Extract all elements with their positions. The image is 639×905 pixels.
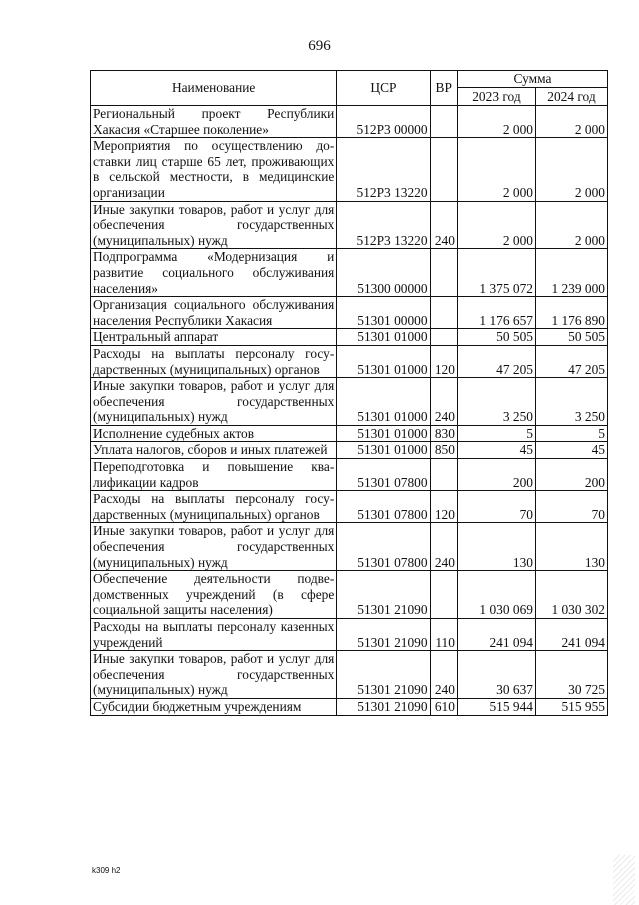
row-name: Расходы на выплаты персоналу казенных учреждений xyxy=(91,619,337,651)
row-name: Организация социального обслуживания населения Республики Хакасия xyxy=(91,297,337,329)
row-vr: 120 xyxy=(430,491,457,523)
row-sum-2023: 47 205 xyxy=(457,345,535,377)
table-row xyxy=(91,106,608,138)
row-vr: 110 xyxy=(430,619,457,651)
table-row xyxy=(91,571,608,619)
row-sum-2023: 200 xyxy=(457,459,535,491)
row-csr: 51301 21090 xyxy=(337,619,430,651)
table-row xyxy=(91,329,608,346)
row-name: Расходы на выплаты персоналу государственных (муниципальных) органов xyxy=(91,345,337,377)
row-name: Расходы на выплаты персоналу государственных (муниципальных) органов xyxy=(91,491,337,523)
row-csr: 51301 21090 xyxy=(337,698,430,715)
row-csr: 51301 21090 xyxy=(337,651,430,699)
table-row xyxy=(91,345,608,377)
table-row xyxy=(91,201,608,249)
header-year-2023: 2023 год xyxy=(457,88,535,106)
row-sum-2023: 5 xyxy=(457,425,535,442)
row-csr: 51301 21090 xyxy=(337,571,430,619)
row-sum-2024: 45 xyxy=(535,442,607,459)
table-body xyxy=(91,106,608,716)
row-csr: 51301 07800 xyxy=(337,491,430,523)
row-csr: 51301 01000 xyxy=(337,425,430,442)
row-sum-2024: 47 205 xyxy=(535,345,607,377)
table-row xyxy=(91,138,608,201)
row-vr xyxy=(430,297,457,329)
row-sum-2023: 515 944 xyxy=(457,698,535,715)
table-row xyxy=(91,425,608,442)
row-vr: 240 xyxy=(430,651,457,699)
row-sum-2024: 2 000 xyxy=(535,138,607,201)
table-row xyxy=(91,619,608,651)
row-name: Иные закупки товаров, работ и услуг для обеспечения государственных (муниципальных) нужд xyxy=(91,201,337,249)
row-csr: 51301 01000 xyxy=(337,345,430,377)
table-row xyxy=(91,378,608,426)
table-row xyxy=(91,491,608,523)
row-vr xyxy=(430,138,457,201)
header-year-2024: 2024 год xyxy=(535,88,607,106)
row-sum-2024: 1 176 890 xyxy=(535,297,607,329)
row-csr: 512P3 00000 xyxy=(337,106,430,138)
row-vr: 240 xyxy=(430,378,457,426)
row-name: Региональный проект Республики Хакасия «Старшее поколение» xyxy=(91,106,337,138)
row-sum-2023: 2 000 xyxy=(457,201,535,249)
row-sum-2023: 30 637 xyxy=(457,651,535,699)
table-row xyxy=(91,459,608,491)
table-row xyxy=(91,651,608,699)
row-name: Иные закупки товаров, работ и услуг для обеспечения государственных (муниципальных) нужд xyxy=(91,523,337,571)
page-number: 696 xyxy=(308,38,331,54)
header-sum: Сумма xyxy=(457,71,607,88)
table-row xyxy=(91,523,608,571)
row-name: Переподготовка и повышение квалификации кадров xyxy=(91,459,337,491)
row-name: Обеспечение деятельности подведомственных учреждений (в сфере социальной защиты населения) xyxy=(91,571,337,619)
scan-artifact xyxy=(613,855,635,905)
row-csr: 51301 00000 xyxy=(337,297,430,329)
row-csr: 51300 00000 xyxy=(337,249,430,297)
row-sum-2024: 130 xyxy=(535,523,607,571)
header-csr: ЦСР xyxy=(337,71,430,106)
row-sum-2023: 45 xyxy=(457,442,535,459)
table-row xyxy=(91,442,608,459)
row-sum-2023: 1 030 069 xyxy=(457,571,535,619)
budget-table xyxy=(90,70,608,716)
row-csr: 512P3 13220 xyxy=(337,138,430,201)
row-sum-2024: 30 725 xyxy=(535,651,607,699)
row-sum-2023: 2 000 xyxy=(457,106,535,138)
row-name: Центральный аппарат xyxy=(91,329,337,346)
row-name: Иные закупки товаров, работ и услуг для обеспечения государственных (муниципальных) нужд xyxy=(91,378,337,426)
row-sum-2024: 2 000 xyxy=(535,201,607,249)
row-vr: 850 xyxy=(430,442,457,459)
row-sum-2023: 241 094 xyxy=(457,619,535,651)
row-csr: 51301 07800 xyxy=(337,459,430,491)
row-sum-2024: 1 030 302 xyxy=(535,571,607,619)
row-vr: 240 xyxy=(430,201,457,249)
row-sum-2023: 1 375 072 xyxy=(457,249,535,297)
row-sum-2024: 200 xyxy=(535,459,607,491)
row-name: Субсидии бюджетным учреждениям xyxy=(91,698,337,715)
row-sum-2023: 70 xyxy=(457,491,535,523)
row-sum-2023: 1 176 657 xyxy=(457,297,535,329)
row-vr xyxy=(430,249,457,297)
row-vr xyxy=(430,459,457,491)
footer-code: k309 h2 xyxy=(92,866,121,875)
row-csr: 51301 01000 xyxy=(337,329,430,346)
header-name: Наименование xyxy=(91,71,337,106)
row-csr: 51301 01000 xyxy=(337,378,430,426)
row-sum-2024: 241 094 xyxy=(535,619,607,651)
row-sum-2024: 5 xyxy=(535,425,607,442)
row-sum-2024: 70 xyxy=(535,491,607,523)
row-sum-2024: 515 955 xyxy=(535,698,607,715)
row-name: Иные закупки товаров, работ и услуг для обеспечения государственных (муниципальных) нужд xyxy=(91,651,337,699)
row-sum-2024: 3 250 xyxy=(535,378,607,426)
row-vr: 610 xyxy=(430,698,457,715)
row-csr: 51301 07800 xyxy=(337,523,430,571)
row-vr: 830 xyxy=(430,425,457,442)
row-sum-2024: 2 000 xyxy=(535,106,607,138)
table-row xyxy=(91,297,608,329)
row-name: Исполнение судебных актов xyxy=(91,425,337,442)
header-vr: ВР xyxy=(430,71,457,106)
row-sum-2024: 1 239 000 xyxy=(535,249,607,297)
row-name: Мероприятия по осуществлению доставки лиц старше 65 лет, проживающих в сельской местности, в медицинские организации xyxy=(91,138,337,201)
row-sum-2024: 50 505 xyxy=(535,329,607,346)
row-sum-2023: 50 505 xyxy=(457,329,535,346)
row-vr: 120 xyxy=(430,345,457,377)
row-vr xyxy=(430,329,457,346)
row-vr xyxy=(430,106,457,138)
row-name: Подпрограмма «Модернизация и развитие социального обслуживания населения» xyxy=(91,249,337,297)
row-sum-2023: 130 xyxy=(457,523,535,571)
row-csr: 51301 01000 xyxy=(337,442,430,459)
row-csr: 512P3 13220 xyxy=(337,201,430,249)
table-row xyxy=(91,698,608,715)
table-row xyxy=(91,249,608,297)
row-vr xyxy=(430,571,457,619)
row-vr: 240 xyxy=(430,523,457,571)
row-sum-2023: 3 250 xyxy=(457,378,535,426)
row-sum-2023: 2 000 xyxy=(457,138,535,201)
row-name: Уплата налогов, сборов и иных платежей xyxy=(91,442,337,459)
